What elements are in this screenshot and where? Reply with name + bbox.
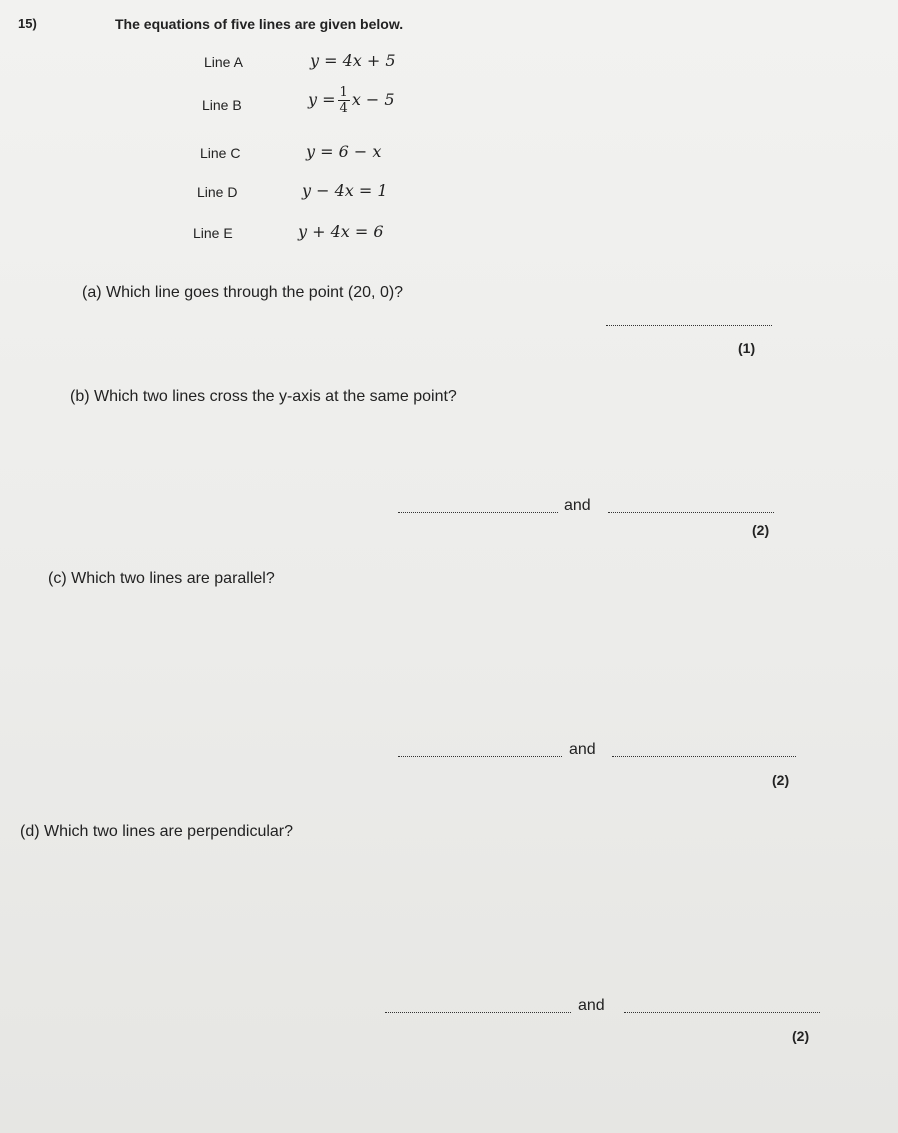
line-e-equation: y + 4x = 6 (298, 222, 384, 241)
line-a-equation: y = 4x + 5 (310, 51, 396, 70)
part-b-answer-line-2[interactable] (608, 512, 774, 513)
line-a-label: Line A (204, 54, 243, 70)
part-d-and: and (578, 997, 605, 1014)
part-d-question: (d) Which two lines are perpendicular? (20, 823, 294, 840)
part-a-marks: (1) (738, 340, 756, 356)
part-c-answer-line-1[interactable] (398, 756, 562, 757)
part-c-marks: (2) (772, 772, 790, 788)
question-number: 15) (18, 16, 37, 31)
part-b-marks: (2) (752, 522, 770, 538)
line-d-equation: y − 4x = 1 (302, 181, 388, 200)
part-a-answer-line[interactable] (606, 325, 772, 326)
line-b-label: Line B (202, 97, 242, 113)
part-d-marks: (2) (792, 1028, 810, 1044)
part-b-and: and (564, 497, 591, 514)
part-b-question: (b) Which two lines cross the y-axis at the same point? (70, 388, 457, 405)
line-d-label: Line D (197, 184, 238, 200)
line-b-eq-right: x − 5 (351, 90, 395, 109)
fraction-numerator: 1 (339, 85, 348, 100)
line-c-equation: y = 6 − x (306, 142, 382, 161)
question-intro: The equations of five lines are given below. (115, 16, 404, 32)
line-b-eq-left: y = (308, 90, 336, 109)
part-d-answer-line-1[interactable] (385, 1012, 571, 1013)
part-a-question: (a) Which line goes through the point (20, 0)? (82, 284, 404, 301)
line-e-label: Line E (193, 225, 233, 241)
line-b-fraction (338, 86, 350, 115)
part-c-question: (c) Which two lines are parallel? (48, 570, 275, 587)
part-c-answer-line-2[interactable] (612, 756, 796, 757)
part-c-and: and (569, 741, 596, 758)
line-b-equation (308, 86, 395, 115)
line-c-label: Line C (200, 145, 241, 161)
part-d-answer-line-2[interactable] (624, 1012, 820, 1013)
part-b-answer-line-1[interactable] (398, 512, 558, 513)
fraction-denominator: 4 (339, 101, 348, 116)
